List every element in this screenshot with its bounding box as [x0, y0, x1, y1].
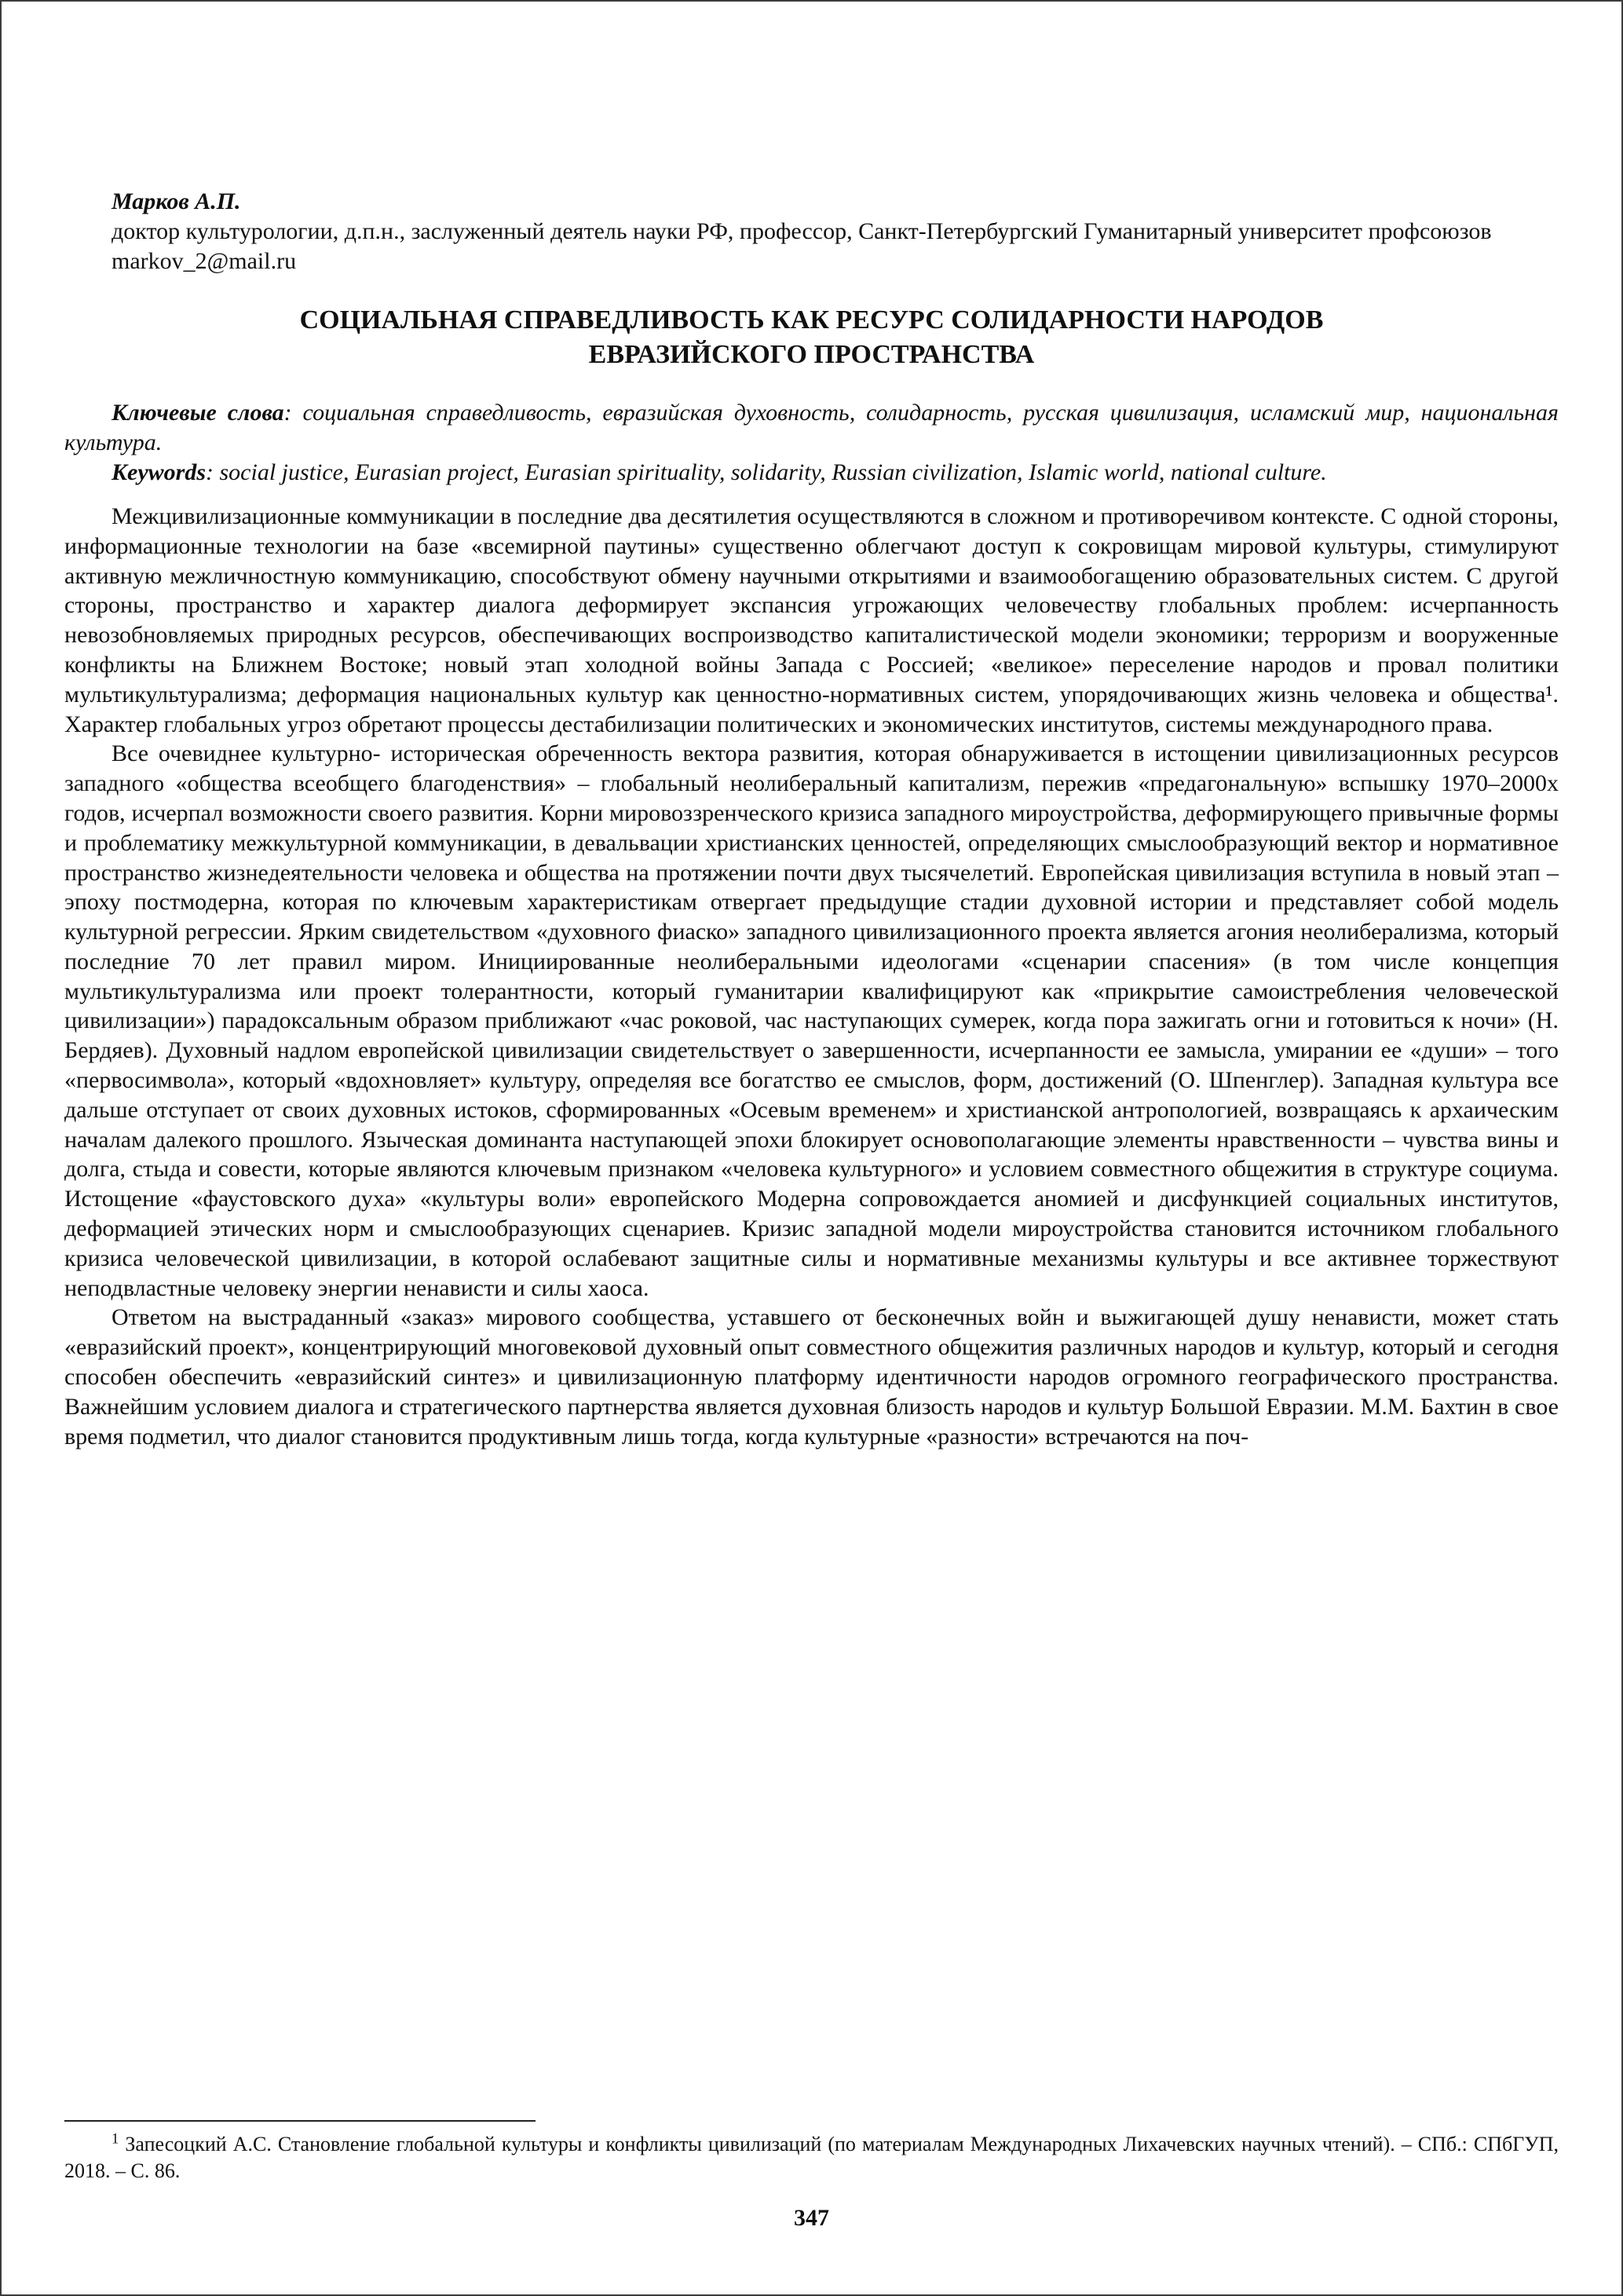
paper-title: [64, 303, 1559, 372]
author-affiliation: доктор культурологии, д.п.н., заслуженный деятель науки РФ, профессор, Санкт-Петербургский Гуманитарный университет профсоюзов: [111, 218, 1492, 245]
page-footer: [64, 2120, 1559, 2232]
keywords-en-text: : social justice, Eurasian project, Eurasian spirituality, solidarity, Russian civilization, Islamic world, national culture.: [206, 459, 1327, 485]
author-name: Марков А.П.: [111, 188, 241, 214]
keywords-en: [64, 458, 1559, 488]
body-paragraph-3: Ответом на выстраданный «заказ» мирового сообщества, уставшего от бесконечных войн и выжигающей душу ненависти, может стать «евразийский проект», концентрирующий многовековой духовный опыт совместного общежития различных народов и культур, который и сегодня способен обеспечить «евразийский синтез» и цивилизационную платформу идентичности народов огромного географического пространства. Важнейшим условием диалога и стратегического партнерства является духовная близость народов и культур Большой Евразии. М.М. Бахтин в свое время подметил, что диалог становится продуктивным лишь тогда, когда культурные «разности» встречаются на поч-: [64, 1304, 1559, 1450]
footnote: [64, 2131, 1559, 2184]
keywords-ru: [64, 398, 1559, 458]
paper-title-line-2: ЕВРАЗИЙСКОГО ПРОСТРАНСТВА: [588, 340, 1035, 370]
keywords-ru-label: Ключевые слова: [111, 399, 284, 426]
footnote-text: Запесоцкий А.С. Становление глобальной культуры и конфликты цивилизаций (по материалам Международных Лихачевских научных чтений). – СПб.: СПбГУП, 2018. – С. 86.: [64, 2133, 1559, 2183]
body-text: [64, 502, 1559, 1452]
page-number: 347: [794, 2205, 829, 2231]
body-paragraph-2: Все очевиднее культурно- историческая обреченность вектора развития, которая обнаруживается в истощении цивилизационных ресурсов западного «общества всеобщего благоденствия» – глобальный неолиберальный капитализм, пережив «предагональную» вспышку 1970–2000х годов, исчерпал возможности своего развития. Корни мировоззренческого кризиса западного мироустройства, деформирующего привычные формы и проблематику межкультурной коммуникации, в девальвации христианских ценностей, определяющих смыслообразующий вектор и нормативное пространство жизнедеятельности человека и общества на протяжении почти двух тысячелетий. Европейская цивилизация вступила в новый этап – эпоху постмодерна, которая по ключевым характеристикам отвергает предыдущие стадии духовной истории и представляет собой модель культурной регрессии. Ярким свидетельством «духовного фиаско» западного цивилизационного проекта является агония неолиберализма, который последние 70 лет правил миром. Инициированные неолиберальными идеологами «сценарии спасения» (в том числе концепция мультикультурализма или проект толерантности, который гуманитарии квалифицируют как «прикрытие самоистребления человеческой цивилизации») парадоксальным образом приближают «час роковой, час наступающих сумерек, когда пора зажигать огни и готовиться к ночи» (Н. Бердяев). Духовный надлом европейской цивилизации свидетельствует о завершенности, исчерпанности ее замысла, умирании ее «души» – того «первосимвола», который «вдохновляет» культуру, определяя все богатство ее смыслов, форм, достижений (О. Шпенглер). Западная культура все дальше отступает от своих духовных истоков, сформированных «Осевым временем» и христианской антропологией, возвращаясь к архаическим началам далекого прошлого. Языческая доминанта наступающей эпохи блокирует основополагающие элементы нравственности – чувства вины и долга, стыда и совести, которые являются ключевым признаком «человека культурного» и условием совместного общежития в структуре социума. Истощение «фаустовского духа» «культуры воли» европейского Модерна сопровождается аномией и дисфункцией социальных институтов, деформацией этических норм и смыслообразующих сценариев. Кризис западной модели мироустройства становится источником глобального кризиса человеческой цивилизации, в которой ослабевают защитные силы и нормативные механизмы культуры и все активнее торжествуют неподвластные человеку энергии ненависти и силы хаоса.: [64, 740, 1559, 1301]
footnote-separator: [64, 2120, 536, 2122]
paper-title-line-1: СОЦИАЛЬНАЯ СПРАВЕДЛИВОСТЬ КАК РЕСУРС СОЛИДАРНОСТИ НАРОДОВ: [299, 305, 1324, 335]
footnote-marker: 1: [111, 2130, 119, 2148]
author-email: markov_2@mail.ru: [111, 248, 297, 275]
keywords-ru-text: : социальная справедливость, евразийская духовность, солидарность, русская цивилизация, исламский мир, национальная культура.: [64, 399, 1559, 455]
body-paragraph-1: Межцивилизационные коммуникации в последние два десятилетия осуществляются в сложном и противоречивом контексте. С одной стороны, информационные технологии на базе «всемирной паутины» существенно облегчают доступ к сокровищам мировой культуры, стимулируют активную межличностную коммуникацию, способствуют обмену научными открытиями и взаимообогащению образовательных систем. С другой стороны, пространство и характер диалога деформирует экспансия угрожающих человечеству глобальных проблем: исчерпанность невозобновляемых природных ресурсов, обеспечивающих воспроизводство капиталистической модели экономики; терроризм и вооруженные конфликты на Ближнем Востоке; новый этап холодной войны Запада с Россией; «великое» переселение народов и провал политики мультикультурализма; деформация национальных культур как ценностно-нормативных систем, упорядочивающих жизнь человека и общества¹. Характер глобальных угроз обретают процессы дестабилизации политических и экономических институтов, системы международного права.: [64, 503, 1559, 737]
keywords-en-label: Keywords: [111, 459, 206, 485]
author-block: [111, 187, 1559, 276]
